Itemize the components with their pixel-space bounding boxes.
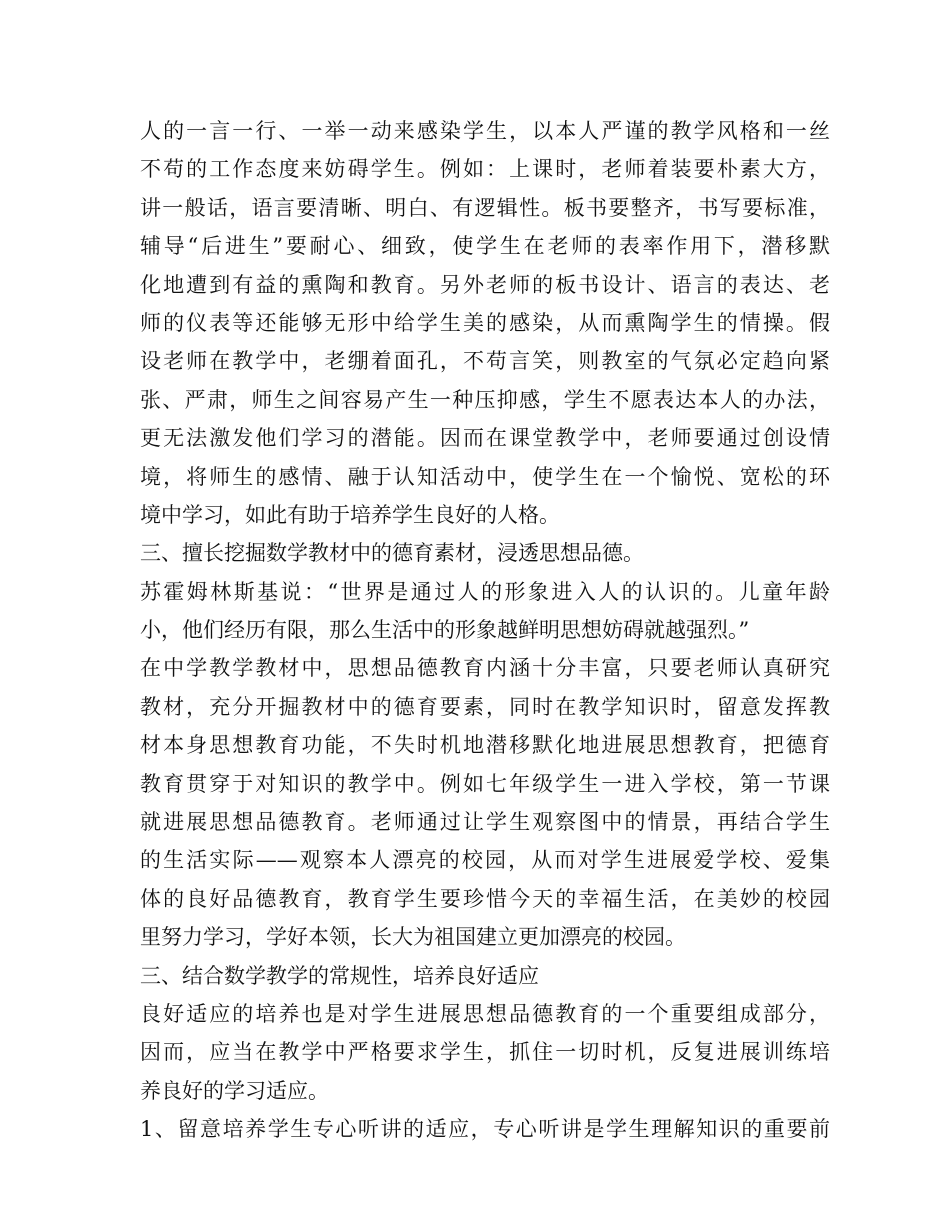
text-line: 小，他们经历有限，那么生活中的形象越鲜明思想妨碍就越强烈。”	[140, 618, 750, 643]
text-line: 里努力学习，学好本领，长大为祖国建立更加漂亮的校园。	[140, 925, 686, 950]
text-line: 的生活实际——观察本人漂亮的校园，从而对学生进展爱学校、爱集	[140, 848, 830, 873]
text-line: 不苟的工作态度来妨碍学生。例如：上课时，老师着装要朴素大方，	[140, 157, 830, 182]
text-line: 苏霍姆林斯基说：“世界是通过人的形象进入人的认识的。儿童年龄	[140, 579, 830, 604]
text-line: 更无法激发他们学习的潜能。因而在课堂教学中，老师要通过创设情	[140, 426, 830, 451]
text-line: 辅导“后进生”要耐心、细致，使学生在老师的表率作用下，潜移默	[140, 234, 830, 259]
section-heading: 三、结合数学教学的常规性，培养良好适应	[140, 963, 539, 988]
text-line: 境，将师生的感情、融于认知活动中，使学生在一个愉悦、宽松的环	[140, 464, 830, 489]
text-line: 养良好的学习适应。	[140, 1078, 329, 1103]
section-heading: 三、擅长挖掘数学教材中的德育素材，浸透思想品德。	[140, 541, 644, 566]
text-line: 设老师在教学中，老绷着面孔，不苟言笑，则教室的气氛必定趋向紧	[140, 349, 830, 374]
text-line: 张、严肃，师生之间容易产生一种压抑感，学生不愿表达本人的办法，	[140, 387, 830, 412]
text-line: 因而，应当在教学中严格要求学生，抓住一切时机，反复进展训练培	[140, 1040, 830, 1065]
text-line: 1、留意培养学生专心听讲的适应，专心听讲是学生理解知识的重要前	[140, 1117, 830, 1142]
text-line: 体的良好品德教育，教育学生要珍惜今天的幸福生活，在美妙的校园	[140, 886, 830, 911]
text-line: 材本身思想教育功能，不失时机地潜移默化地进展思想教育，把德育	[140, 733, 830, 758]
body-text	[140, 112, 830, 1149]
text-line: 就进展思想品德教育。老师通过让学生观察图中的情景，再结合学生	[140, 810, 830, 835]
text-line: 境中学习，如此有助于培养学生良好的人格。	[140, 502, 560, 527]
text-line: 人的一言一行、一举一动来感染学生，以本人严谨的教学风格和一丝	[140, 119, 830, 143]
text-line: 教育贯穿于对知识的教学中。例如七年级学生一进入学校，第一节课	[140, 771, 830, 796]
text-line: 良好适应的培养也是对学生进展思想品德教育的一个重要组成部分，	[140, 1001, 830, 1026]
text-line: 讲一般话，语言要清晰、明白、有逻辑性。板书要整齐，书写要标准，	[140, 195, 830, 220]
text-line: 教材，充分开掘教材中的德育要素，同时在教学知识时，留意发挥教	[140, 694, 830, 719]
text-line: 化地遭到有益的熏陶和教育。另外老师的板书设计、语言的表达、老	[140, 272, 830, 297]
text-line: 在中学教学教材中，思想品德教育内涵十分丰富，只要老师认真研究	[140, 656, 830, 681]
text-line: 师的仪表等还能够无形中给学生美的感染，从而熏陶学生的情操。假	[140, 310, 830, 335]
